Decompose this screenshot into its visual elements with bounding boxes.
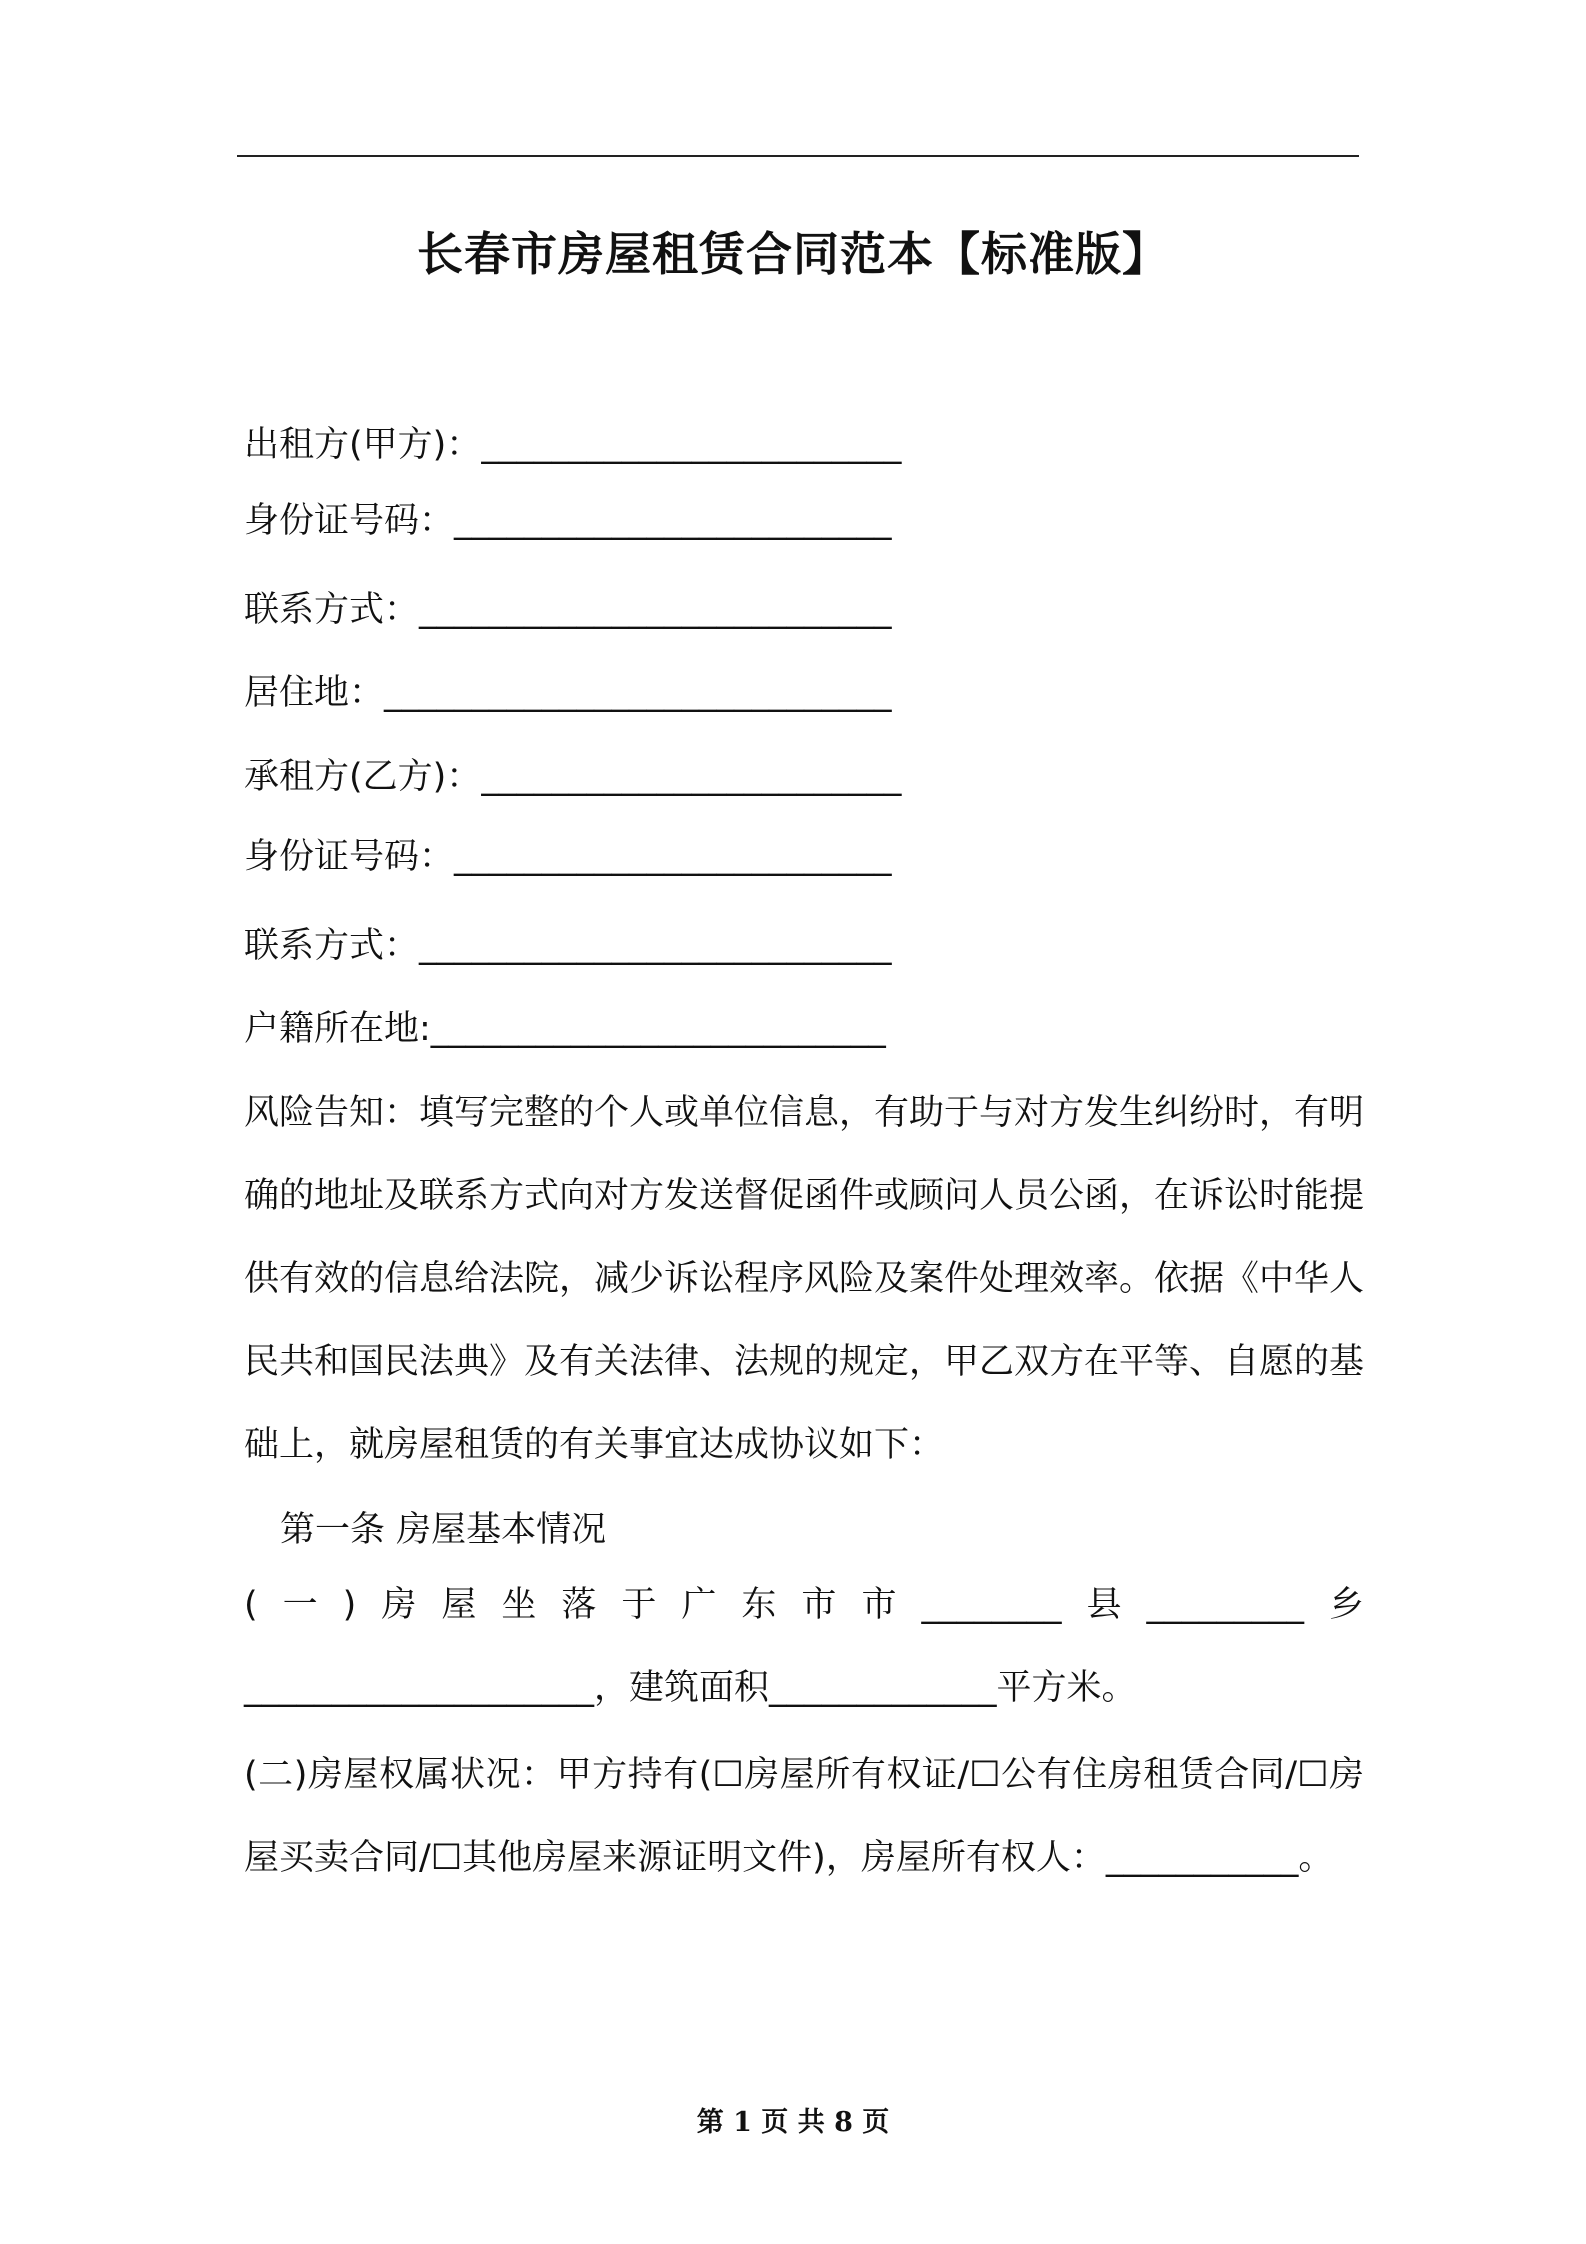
household-registration-blank: __________________________ [430,1009,886,1049]
lessor-residence-blank: _____________________________ [384,673,892,713]
lessor-residence-field [244,668,892,718]
lessee-id-field [244,832,892,882]
lessee-contact-field [244,921,892,971]
lessor-label: 出租方(甲方)： [244,425,482,465]
lessor-contact-field [244,585,892,635]
lessor-residence-label: 居住地： [244,673,385,713]
lessor-contact-label: 联系方式： [244,590,420,630]
lessor-field [244,420,901,470]
lessee-contact-blank: ___________________________ [419,926,892,966]
lessee-contact-label: 联系方式： [244,926,420,966]
lessor-id-label: 身份证号码： [244,501,455,541]
header-rule [237,155,1359,157]
clause-2-paragraph: (二)房屋权属状况：甲方持有(☐房屋所有权证/☐公有住房租赁合同/☐房屋买卖合同/☐其他房屋来源证明文件)，房屋所有权人：___________。 [244,1755,1364,1878]
lessee-id-label: 身份证号码： [244,837,455,877]
lessee-id-blank: _________________________ [454,837,892,877]
lessee-field [244,752,901,802]
document-title: 长春市房屋租赁合同范本【标准版】 [417,227,1169,281]
clause-1-paragraph: (一)房屋坐落于广东市市________县_________乡____________________，建筑面积_____________平方米。 [244,1585,1364,1708]
risk-notice-paragraph: 风险告知：填写完整的个人或单位信息，有助于与对方发生纠纷时，有明确的地址及联系方式向对方发送督促函件或顾问人员公函，在诉讼时能提供有效的信息给法院，减少诉讼程序风险及案件处理效率。依据《中华人民共和国民法典》及有关法律、法规的规定，甲乙双方在平等、自愿的基础上，就房屋租赁的有关事宜达成协议如下： [244,1093,1365,1465]
household-registration-label: 户籍所在地: [244,1009,431,1049]
lessor-contact-blank: ___________________________ [419,590,892,630]
household-registration-field [244,1004,886,1054]
page-footer: 第 1 页 共 8 页 [696,2107,890,2138]
lessor-id-blank: _________________________ [454,501,892,541]
lessor-blank: ________________________ [481,425,902,465]
lessee-blank: ________________________ [481,757,902,797]
lessee-label: 承租方(乙方)： [244,757,482,797]
lessor-id-field [244,496,892,546]
article-1-heading: 第一条 房屋基本情况 [280,1510,607,1550]
